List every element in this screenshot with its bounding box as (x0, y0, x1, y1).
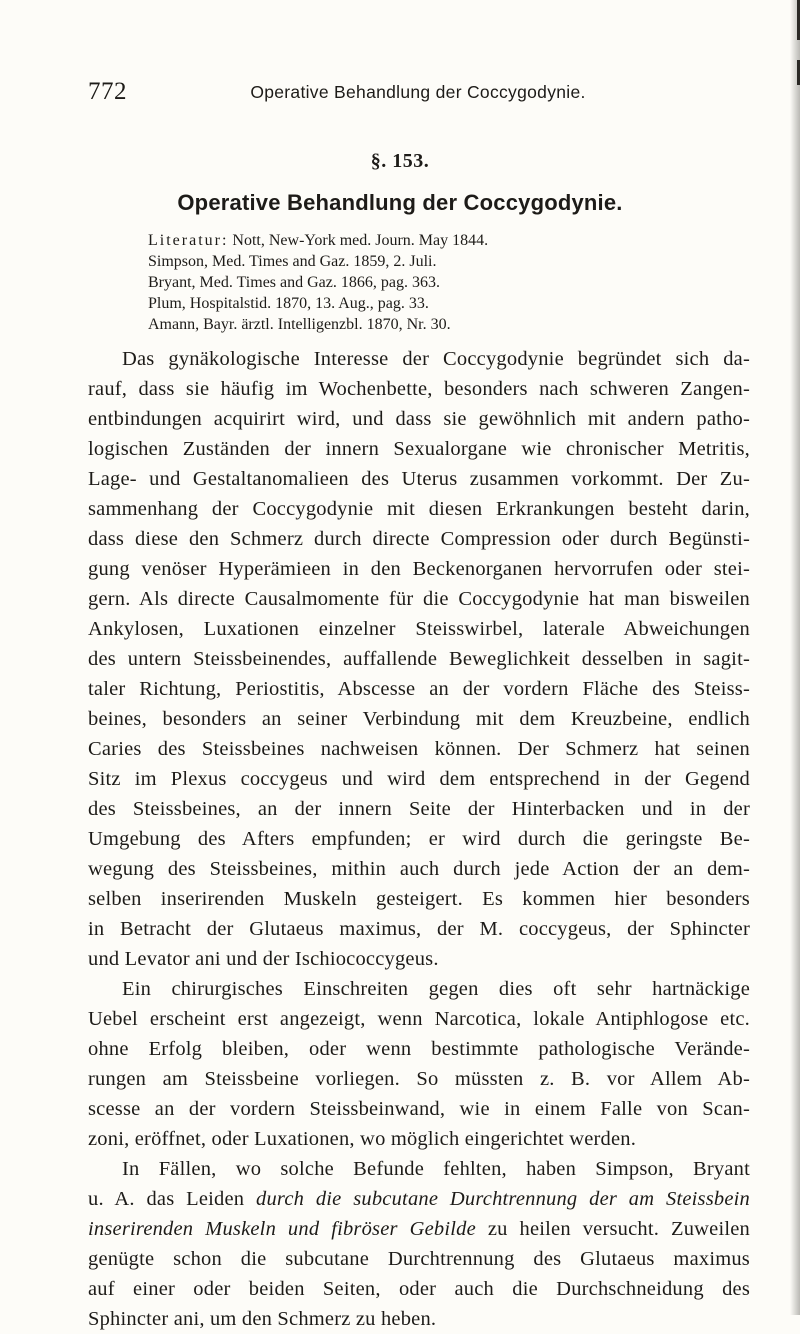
text-segment: u. A. das Leiden (88, 1188, 245, 1210)
text-line: Ankylosen, Luxationen einzelner Steisswirbel, laterale Abweichungen (88, 618, 750, 640)
text-line (88, 1214, 750, 1244)
text-line: entbindungen acquirirt wird, und dass sie gewöhnlich mit andern patho- (88, 408, 750, 430)
page-header (88, 78, 748, 108)
text-line: des untern Steissbeinendes, auffallende Beweglichkeit desselben in sagit- (88, 648, 750, 670)
text-line: Sphincter ani, um den Schmerz zu heben. (88, 1308, 437, 1330)
text-line: wegung des Steissbeines, mithin auch durch jede Action der an dem- (88, 858, 750, 880)
text-line: rauf, dass sie häufig im Wochenbette, besonders nach schweren Zangen- (88, 378, 750, 400)
text-line: gern. Als directe Causalmomente für die Coccygodynie hat man bisweilen (88, 588, 750, 610)
literature-entry: Amann, Bayr. ärztl. Intelligenzbl. 1870, Nr. 30. (148, 316, 451, 333)
text-line: taler Richtung, Periostitis, Abscesse an der vordern Fläche des Steiss- (88, 678, 750, 700)
text-line: logischen Zuständen der innern Sexualorgane wie chronischer Metritis, (88, 438, 750, 460)
text-line: genügte schon die subcutane Durchtrennung des Glutaeus maximus (88, 1248, 750, 1270)
section-title: Operative Behandlung der Coccygodynie. (177, 190, 623, 215)
text-line: Caries des Steissbeines nachweisen können. Der Schmerz hat seinen (88, 738, 750, 760)
text-line: Uebel erscheint erst angezeigt, wenn Narcotica, lokale Antiphlogose etc. (88, 1008, 750, 1030)
literature-list (148, 230, 748, 335)
text-line: dass diese den Schmerz durch directe Compression oder durch Begünsti- (88, 528, 750, 550)
page-number: 772 (88, 78, 127, 105)
literature-label: Literatur: (148, 232, 229, 249)
text-line: In Fällen, wo solche Befunde fehlten, haben Simpson, Bryant (122, 1158, 750, 1180)
literature-entry: Plum, Hospitalstid. 1870, 13. Aug., pag. 33. (148, 295, 429, 312)
text-line: sammenhang der Coccygodynie mit diesen Erkrankungen besteht darin, (88, 498, 750, 520)
running-title: Operative Behandlung der Coccygodynie. (250, 82, 586, 102)
text-line: und Levator ani und der Ischiococcygeus. (88, 948, 439, 970)
text-line (88, 1184, 750, 1214)
text-line: rungen am Steissbeine vorliegen. So müssten z. B. vor Allem Ab- (88, 1068, 750, 1090)
body-text (88, 344, 750, 1334)
literature-entry: Bryant, Med. Times and Gaz. 1866, pag. 363. (148, 274, 440, 291)
italic-text: inserirenden Muskeln und fibröser Gebilde (88, 1218, 476, 1240)
text-line: auf einer oder beiden Seiten, oder auch die Durchschneidung des (88, 1278, 750, 1300)
text-line: zoni, eröffnet, oder Luxationen, wo möglich eingerichtet werden. (88, 1128, 637, 1150)
text-line: selben inserirenden Muskeln gesteigert. Es kommen hier besonders (88, 888, 750, 910)
text-line: in Betracht der Glutaeus maximus, der M. coccygeus, der Sphincter (88, 918, 750, 940)
italic-text: durch die subcutane Durchtrennung der am Steissbein (256, 1188, 750, 1210)
section-number: §. 153. (370, 150, 430, 172)
text-line: ohne Erfolg bleiben, oder wenn bestimmte pathologische Verände- (88, 1038, 750, 1060)
text-line: scesse an der vordern Steissbeinwand, wie in einem Falle von Scan- (88, 1098, 750, 1120)
literature-entry: Simpson, Med. Times and Gaz. 1859, 2. Juli. (148, 253, 437, 270)
literature-entry-text: Nott, New-York med. Journ. May 1844. (232, 232, 489, 249)
literature-entry (148, 230, 748, 251)
text-line: Umgebung des Afters empfunden; er wird durch die geringste Be- (88, 828, 750, 850)
text-line: Ein chirurgisches Einschreiten gegen dies oft sehr hartnäckige (122, 978, 750, 1000)
text-line: Lage- und Gestaltanomalieen des Uterus zusammen vorkommt. Der Zu- (88, 468, 750, 490)
text-line: Das gynäkologische Interesse der Coccygodynie begründet sich da- (122, 348, 750, 370)
text-segment: zu heilen versucht. Zuweilen (487, 1218, 751, 1240)
text-line: beines, besonders an seiner Verbindung mit dem Kreuzbeine, endlich (88, 708, 750, 730)
text-line: des Steissbeines, an der innern Seite der Hinterbacken und in der (88, 798, 750, 820)
text-line: gung venöser Hyperämieen in den Beckenorganen hervorrufen oder stei- (88, 558, 750, 580)
text-line: Sitz im Plexus coccygeus und wird dem entsprechend in der Gegend (88, 768, 750, 790)
